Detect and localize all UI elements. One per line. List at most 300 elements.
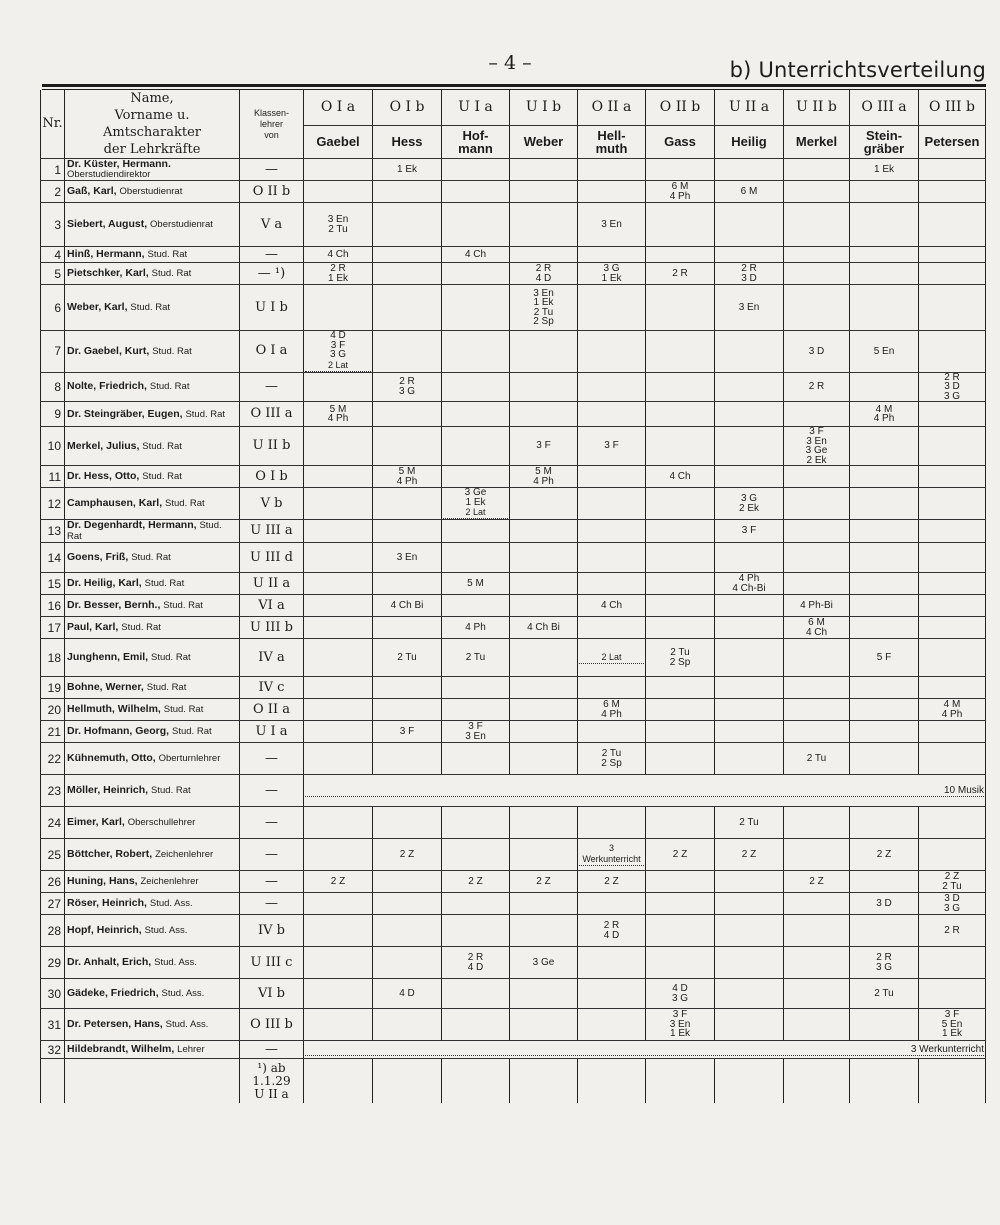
section-title: b) Unterrichtsverteilung: [729, 58, 986, 82]
table-row: [41, 263, 986, 285]
lesson-cell: [715, 595, 784, 617]
lesson-cell: [304, 573, 373, 595]
row-nr: 1: [41, 159, 65, 181]
lesson-cell: 2 Tu: [784, 743, 850, 775]
lesson-cell: 3 D: [784, 331, 850, 373]
table-row: [41, 488, 986, 520]
row-nr: 26: [41, 871, 65, 893]
lesson-cell: 1 Ek: [850, 159, 919, 181]
lesson-cell: [850, 520, 919, 543]
header-class-9: O III b: [919, 90, 986, 125]
lesson-cell: [510, 743, 578, 775]
lesson-cell: [304, 181, 373, 203]
lesson-cell: [304, 979, 373, 1009]
lesson-cell: [919, 263, 986, 285]
row-nr: 12: [41, 488, 65, 520]
lesson-cell: 2 R 1 Ek: [304, 263, 373, 285]
lesson-cell: [646, 893, 715, 915]
table-row: [41, 181, 986, 203]
footer-blank: [578, 1059, 646, 1104]
lesson-cell: [784, 979, 850, 1009]
teacher-rank: Stud. Rat: [149, 381, 190, 393]
klassenlehrer-value: VI b: [240, 979, 304, 1009]
lesson-cell: [919, 721, 986, 743]
lesson-cell: [304, 699, 373, 721]
lesson-cell: [646, 617, 715, 639]
klassenlehrer-value: V a: [240, 203, 304, 247]
lesson-cell: [442, 520, 510, 543]
lesson-cell: [715, 677, 784, 699]
lesson-cell: [784, 573, 850, 595]
lesson-cell: [373, 893, 442, 915]
lesson-cell: [646, 285, 715, 331]
lesson-cell: 3 F 3 En 1 Ek: [646, 1009, 715, 1041]
teacher-name: Huning, Hans, Zeichenlehrer: [65, 871, 240, 893]
table-row: [41, 247, 986, 263]
row-nr: 5: [41, 263, 65, 285]
lesson-cell: [850, 595, 919, 617]
row-nr: 24: [41, 807, 65, 839]
table-row: [41, 743, 986, 775]
lesson-cell: [784, 915, 850, 947]
lesson-cell: [715, 979, 784, 1009]
lesson-cell: [373, 573, 442, 595]
header-class-4: O II a: [578, 90, 646, 125]
lesson-cell: [373, 1009, 442, 1041]
teacher-rank: Stud. Rat: [172, 726, 212, 737]
table-row: [41, 617, 986, 639]
lesson-cell: [919, 181, 986, 203]
teacher-rank: Oberstudiendirektor: [67, 169, 151, 180]
header-teacher-3: Weber: [510, 125, 578, 158]
klassenlehrer-value: V b: [240, 488, 304, 520]
klassenlehrer-value: —: [240, 1041, 304, 1059]
lesson-cell: [646, 402, 715, 427]
teaching-distribution-table: [40, 90, 986, 1103]
span-label: 2 Lat: [443, 507, 508, 519]
lesson-cell: [373, 699, 442, 721]
lesson-cell: [373, 181, 442, 203]
lesson-cell: [510, 181, 578, 203]
lesson-cell: [784, 807, 850, 839]
lesson-cell: [646, 595, 715, 617]
lesson-cell: [578, 402, 646, 427]
lesson-cell: [304, 372, 373, 402]
lesson-cell: [715, 1009, 784, 1041]
lesson-cell: [304, 595, 373, 617]
lesson-cell: 3 En: [578, 203, 646, 247]
lesson-cell: 4 Ph: [442, 617, 510, 639]
lesson-cell: [578, 1009, 646, 1041]
row-nr: 22: [41, 743, 65, 775]
lesson-cell: 3 F 3 En: [442, 721, 510, 743]
lesson-cell: [850, 871, 919, 893]
lesson-cell: 5 F: [850, 639, 919, 677]
lesson-cell: 3 F: [578, 427, 646, 466]
lesson-cell: [919, 947, 986, 979]
teacher-name: Dr. Heilig, Karl, Stud. Rat: [65, 573, 240, 595]
lesson-cell: [646, 721, 715, 743]
klassenlehrer-value: —: [240, 839, 304, 871]
teacher-name: Hellmuth, Wilhelm, Stud. Rat: [65, 699, 240, 721]
teacher-rank: Stud. Rat: [163, 600, 203, 611]
klassenlehrer-value: —: [240, 871, 304, 893]
lesson-cell: [510, 807, 578, 839]
lesson-cell: 2 Z: [442, 871, 510, 893]
lesson-cell: [919, 573, 986, 595]
lesson-cell: [850, 573, 919, 595]
table-row: [41, 285, 986, 331]
footer-blank: [646, 1059, 715, 1104]
row-nr: 17: [41, 617, 65, 639]
row-nr: 23: [41, 775, 65, 807]
lesson-cell: 2 R 3 G: [373, 372, 442, 402]
header-class-8: O III a: [850, 90, 919, 125]
table-row: [41, 947, 986, 979]
lesson-cell: [578, 159, 646, 181]
lesson-cell: [784, 677, 850, 699]
header-class-0: O I a: [304, 90, 373, 125]
lesson-cell: 6 M 4 Ph: [578, 699, 646, 721]
lesson-cell: [715, 617, 784, 639]
lesson-cell: [578, 247, 646, 263]
klassenlehrer-value: —: [240, 159, 304, 181]
lesson-cell: [442, 402, 510, 427]
header-teacher-8: Stein- gräber: [850, 125, 919, 158]
teacher-rank: Stud. Rat: [151, 268, 192, 279]
lesson-cell: [715, 543, 784, 573]
lesson-cell: [919, 543, 986, 573]
lesson-cell: [919, 427, 986, 466]
klassenlehrer-value: O I a: [240, 331, 304, 373]
row-nr: 27: [41, 893, 65, 915]
header-teacher-6: Heilig: [715, 125, 784, 158]
teacher-name: Dr. Gaebel, Kurt, Stud. Rat: [65, 331, 240, 373]
teacher-name: Camphausen, Karl, Stud. Rat: [65, 488, 240, 520]
teacher-rank: Stud. Rat: [146, 682, 187, 693]
lesson-cell: [373, 947, 442, 979]
teacher-rank: Stud. Ass.: [165, 1019, 209, 1030]
lesson-cell: 6 M 4 Ch: [784, 617, 850, 639]
lesson-cell: [919, 617, 986, 639]
lesson-cell: [304, 893, 373, 915]
lesson-cell: 4 Ch: [646, 466, 715, 488]
lesson-cell: [510, 979, 578, 1009]
lesson-cell: 2 Tu: [373, 639, 442, 677]
teacher-name: Weber, Karl, Stud. Rat: [65, 285, 240, 331]
span-label: 10 Musik: [305, 785, 984, 797]
lesson-cell: [373, 617, 442, 639]
table-row: [41, 721, 986, 743]
lesson-cell: [850, 203, 919, 247]
teacher-rank: Stud. Rat: [131, 552, 171, 563]
lesson-cell: 2 Tu: [715, 807, 784, 839]
lesson-cell: [578, 488, 646, 520]
table-row: [41, 543, 986, 573]
lesson-cell: [646, 573, 715, 595]
table-row: [41, 1009, 986, 1041]
lesson-cell: [373, 263, 442, 285]
lesson-cell: 3 G 2 Ek: [715, 488, 784, 520]
lesson-cell: 4 M 4 Ph: [919, 699, 986, 721]
span-label: 3 Werkunterricht: [579, 843, 644, 866]
lesson-cell: [646, 543, 715, 573]
header-class-5: O II b: [646, 90, 715, 125]
teacher-name: Dr. Küster, Hermann. Oberstudiendirektor: [65, 159, 240, 181]
lesson-cell: [919, 331, 986, 373]
teacher-name: Gaß, Karl, Oberstudienrat: [65, 181, 240, 203]
lesson-cell: [646, 947, 715, 979]
footer-blank: [850, 1059, 919, 1104]
lesson-cell: [784, 520, 850, 543]
row-nr: 14: [41, 543, 65, 573]
lesson-cell: 4 M 4 Ph: [850, 402, 919, 427]
lesson-cell: 5 M 4 Ph: [510, 466, 578, 488]
teacher-name: Bohne, Werner, Stud. Rat: [65, 677, 240, 699]
table-row: [41, 839, 986, 871]
span-cell: [304, 1041, 986, 1059]
klassenlehrer-value: —: [240, 893, 304, 915]
teacher-name: Hinß, Hermann, Stud. Rat: [65, 247, 240, 263]
lesson-cell: [715, 203, 784, 247]
lesson-cell: 4 Ph 4 Ch-Bi: [715, 573, 784, 595]
lesson-cell: 2 Z: [304, 871, 373, 893]
lesson-cell: [510, 677, 578, 699]
lesson-cell: [578, 543, 646, 573]
row-nr: 19: [41, 677, 65, 699]
teacher-rank: Oberstudienrat: [150, 219, 213, 230]
table-row: [41, 331, 986, 373]
lesson-cell: [646, 520, 715, 543]
lesson-cell: 2 R 4 D: [578, 915, 646, 947]
lesson-cell: 2 R 3 D: [715, 263, 784, 285]
lesson-cell: [578, 285, 646, 331]
lesson-cell: 3 En 1 Ek 2 Tu 2 Sp: [510, 285, 578, 331]
row-nr: 30: [41, 979, 65, 1009]
lesson-cell: [850, 699, 919, 721]
lesson-cell: [715, 247, 784, 263]
lesson-cell: [578, 617, 646, 639]
lesson-cell: [715, 721, 784, 743]
klassenlehrer-value: O II b: [240, 181, 304, 203]
row-nr: 2: [41, 181, 65, 203]
teacher-name: Dr. Steingräber, Eugen, Stud. Rat: [65, 402, 240, 427]
lesson-cell: 1 Ek: [373, 159, 442, 181]
lesson-cell: [850, 427, 919, 466]
lesson-cell: [510, 573, 578, 595]
table-row: [41, 595, 986, 617]
klassenlehrer-value: O II a: [240, 699, 304, 721]
klassenlehrer-value: O I b: [240, 466, 304, 488]
lesson-cell: [304, 807, 373, 839]
lesson-cell: 2 Z: [646, 839, 715, 871]
lesson-cell: [646, 807, 715, 839]
lesson-cell: [715, 402, 784, 427]
lesson-cell: [373, 402, 442, 427]
table-row: [41, 915, 986, 947]
lesson-cell: [304, 721, 373, 743]
lesson-cell: [304, 466, 373, 488]
table-row: [41, 893, 986, 915]
lesson-cell: [373, 871, 442, 893]
lesson-cell: [442, 743, 510, 775]
lesson-cell: [510, 331, 578, 373]
lesson-cell: [850, 721, 919, 743]
lesson-cell: [646, 677, 715, 699]
row-nr: 16: [41, 595, 65, 617]
lesson-cell: [373, 677, 442, 699]
lesson-cell: [919, 247, 986, 263]
lesson-cell: [784, 203, 850, 247]
footer-blank: [304, 1059, 373, 1104]
lesson-cell: [919, 285, 986, 331]
lesson-cell: [784, 947, 850, 979]
lesson-cell: 2 Tu 2 Sp: [578, 743, 646, 775]
lesson-cell: 3 Ge 1 Ek 2 Lat: [442, 488, 510, 520]
table-row: [41, 775, 986, 807]
klassenlehrer-value: O III a: [240, 402, 304, 427]
span-label: 2 Lat: [579, 652, 644, 664]
lesson-cell: 2 R 3 G: [850, 947, 919, 979]
lesson-cell: [304, 285, 373, 331]
lesson-cell: [442, 677, 510, 699]
row-nr: 4: [41, 247, 65, 263]
lesson-cell: 4 Ch: [304, 247, 373, 263]
header-class-2: U I a: [442, 90, 510, 125]
footnote: ¹) ab 1.1.29 U II a: [240, 1059, 304, 1104]
lesson-cell: 6 M: [715, 181, 784, 203]
table-body: [41, 159, 986, 1104]
table-header: [41, 90, 986, 159]
lesson-cell: [578, 520, 646, 543]
table-row: [41, 372, 986, 402]
lesson-cell: [715, 427, 784, 466]
lesson-cell: 2 Tu: [850, 979, 919, 1009]
footer-blank: [41, 1059, 65, 1104]
teacher-name: Siebert, August, Oberstudienrat: [65, 203, 240, 247]
table-row: [41, 871, 986, 893]
teacher-name: Dr. Petersen, Hans, Stud. Ass.: [65, 1009, 240, 1041]
teacher-rank: Zeichenlehrer: [155, 849, 214, 860]
teacher-rank: Stud. Rat: [152, 345, 192, 357]
teacher-name: Röser, Heinrich, Stud. Ass.: [65, 893, 240, 915]
lesson-cell: [304, 617, 373, 639]
teacher-name: Hopf, Heinrich, Stud. Ass.: [65, 915, 240, 947]
teacher-rank: Stud. Rat: [130, 302, 171, 313]
lesson-cell: [919, 466, 986, 488]
lesson-cell: [715, 915, 784, 947]
table-row: [41, 520, 986, 543]
lesson-cell: [784, 181, 850, 203]
lesson-cell: [510, 402, 578, 427]
lesson-cell: [850, 1009, 919, 1041]
lesson-cell: [646, 871, 715, 893]
lesson-cell: [373, 807, 442, 839]
teacher-name: Pietschker, Karl, Stud. Rat: [65, 263, 240, 285]
lesson-cell: [646, 203, 715, 247]
lesson-cell: [850, 247, 919, 263]
header-teacher-9: Petersen: [919, 125, 986, 158]
row-nr: 11: [41, 466, 65, 488]
lesson-cell: 3 D 3 G: [919, 893, 986, 915]
lesson-cell: [304, 1009, 373, 1041]
klassenlehrer-value: —: [240, 247, 304, 263]
row-nr: 20: [41, 699, 65, 721]
table-row: [41, 466, 986, 488]
teacher-rank: Stud. Rat: [67, 520, 222, 542]
teacher-rank: Oberturnlehrer: [158, 753, 221, 764]
span-label: 2 Lat: [305, 360, 371, 372]
table-row: [41, 402, 986, 427]
lesson-cell: [510, 699, 578, 721]
lesson-cell: [578, 466, 646, 488]
lesson-cell: 2 Z: [510, 871, 578, 893]
lesson-cell: [304, 947, 373, 979]
row-nr: 29: [41, 947, 65, 979]
lesson-cell: [646, 159, 715, 181]
teacher-name: Kühnemuth, Otto, Oberturnlehrer: [65, 743, 240, 775]
teacher-name: Gädeke, Friedrich, Stud. Ass.: [65, 979, 240, 1009]
lesson-cell: [646, 372, 715, 402]
klassenlehrer-value: U II a: [240, 573, 304, 595]
teacher-name: Dr. Anhalt, Erich, Stud. Ass.: [65, 947, 240, 979]
lesson-cell: 2 Z 2 Tu: [919, 871, 986, 893]
lesson-cell: [373, 203, 442, 247]
row-nr: 32: [41, 1041, 65, 1059]
teacher-name: Paul, Karl, Stud. Rat: [65, 617, 240, 639]
lesson-cell: [304, 639, 373, 677]
lesson-cell: [373, 520, 442, 543]
teacher-rank: Zeichenlehrer: [140, 876, 199, 887]
row-nr: 7: [41, 331, 65, 373]
lesson-cell: [373, 915, 442, 947]
lesson-cell: [373, 247, 442, 263]
header-class-7: U II b: [784, 90, 850, 125]
lesson-cell: [850, 807, 919, 839]
lesson-cell: 2 R 4 D: [442, 947, 510, 979]
lesson-cell: [578, 677, 646, 699]
lesson-cell: [442, 331, 510, 373]
lesson-cell: [784, 839, 850, 871]
row-nr: 6: [41, 285, 65, 331]
teacher-rank: Stud. Rat: [165, 498, 205, 509]
teacher-rank: Stud. Ass.: [144, 925, 188, 936]
teacher-name: Nolte, Friedrich, Stud. Rat: [65, 372, 240, 402]
lesson-cell: [442, 159, 510, 181]
lesson-cell: [919, 488, 986, 520]
lesson-cell: [510, 372, 578, 402]
row-nr: 3: [41, 203, 65, 247]
lesson-cell: 3 F 3 En 3 Ge 2 Ek: [784, 427, 850, 466]
lesson-cell: [373, 427, 442, 466]
lesson-cell: 3 G 1 Ek: [578, 263, 646, 285]
lesson-cell: [646, 915, 715, 947]
lesson-cell: 2 Tu: [442, 639, 510, 677]
lesson-cell: 3 F: [373, 721, 442, 743]
lesson-cell: [919, 595, 986, 617]
row-nr: 25: [41, 839, 65, 871]
lesson-cell: 2 R 3 D 3 G: [919, 372, 986, 402]
lesson-cell: [646, 331, 715, 373]
lesson-cell: [510, 543, 578, 573]
lesson-cell: 2 R 4 D: [510, 263, 578, 285]
lesson-cell: [578, 573, 646, 595]
lesson-cell: 3 F: [510, 427, 578, 466]
lesson-cell: [304, 543, 373, 573]
lesson-cell: 4 Ch Bi: [510, 617, 578, 639]
lesson-cell: [784, 1009, 850, 1041]
klassenlehrer-value: IV c: [240, 677, 304, 699]
